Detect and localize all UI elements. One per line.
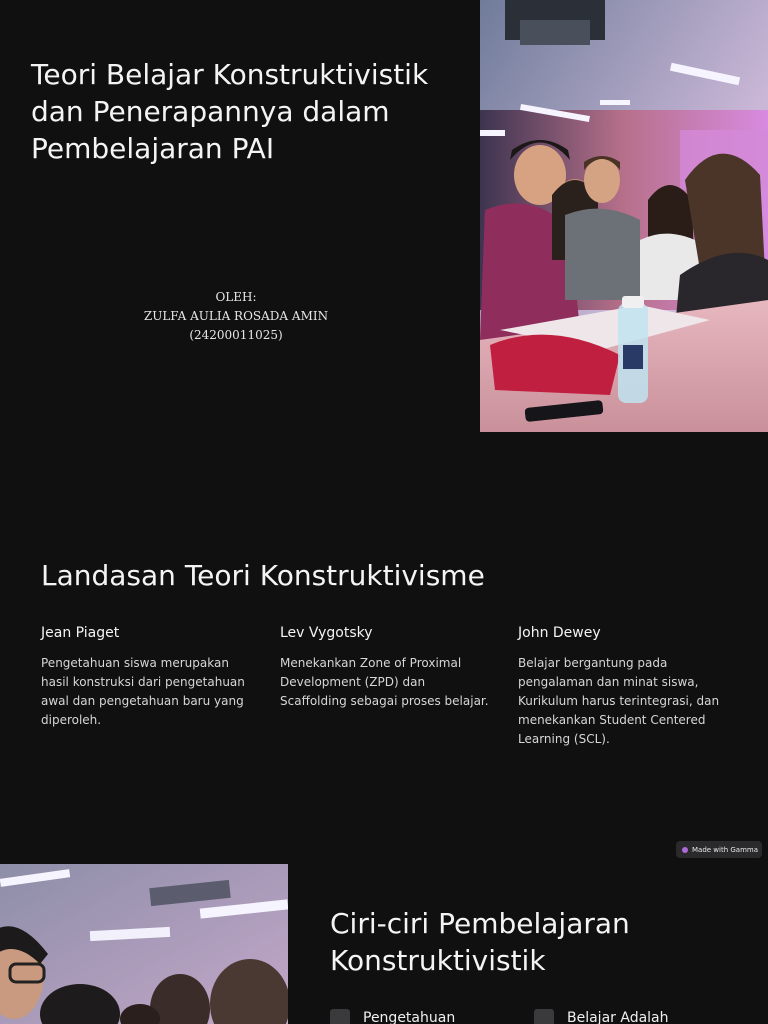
- theorist-description: Menekankan Zone of Proximal Development (ZPD) dan Scaffolding sebagai proses belajar.: [280, 656, 489, 708]
- theorist-name: Lev Vygotsky: [280, 625, 373, 641]
- students-photo: [0, 864, 288, 1024]
- theorist-card-dewey: [518, 624, 728, 749]
- classroom-photo: [480, 0, 768, 432]
- slide3-title: Ciri-ciri Pembelajaran Konstruktivistik: [330, 907, 630, 977]
- slide1-title: Teori Belajar Konstruktivistik dan Penerapannya dalam Pembelajaran PAI: [31, 58, 429, 165]
- feature-item-label: Pengetahuan: [363, 1010, 456, 1024]
- badge-label: Made with Gamma: [692, 845, 759, 854]
- theorist-card-piaget: [41, 624, 251, 730]
- feature-item: [330, 1009, 455, 1024]
- item-checkbox-icon: [330, 1009, 350, 1024]
- author-id: (24200011025): [189, 328, 283, 342]
- theorist-name: Jean Piaget: [41, 625, 120, 641]
- made-with-gamma-badge[interactable]: [676, 841, 762, 858]
- author-label: OLEH:: [215, 290, 257, 304]
- slide2-title: Landasan Teori Konstruktivisme: [41, 559, 485, 592]
- theorist-description: Pengetahuan siswa merupakan hasil konstruksi dari pengetahuan awal dan pengetahuan baru yang diperoleh.: [41, 656, 245, 727]
- item-checkbox-icon: [534, 1009, 554, 1024]
- gamma-logo-icon: [682, 847, 688, 853]
- feature-item-label: Belajar Adalah: [567, 1010, 669, 1024]
- feature-item: [534, 1009, 669, 1024]
- theorist-name: John Dewey: [518, 625, 601, 641]
- author-block: [100, 288, 372, 345]
- theorist-description: Belajar bergantung pada pengalaman dan minat siswa, Kurikulum harus terintegrasi, dan menekankan Student Centered Learning (SCL).: [518, 656, 720, 746]
- author-name: ZULFA AULIA ROSADA AMIN: [143, 309, 329, 323]
- theorist-card-vygotsky: [280, 624, 490, 711]
